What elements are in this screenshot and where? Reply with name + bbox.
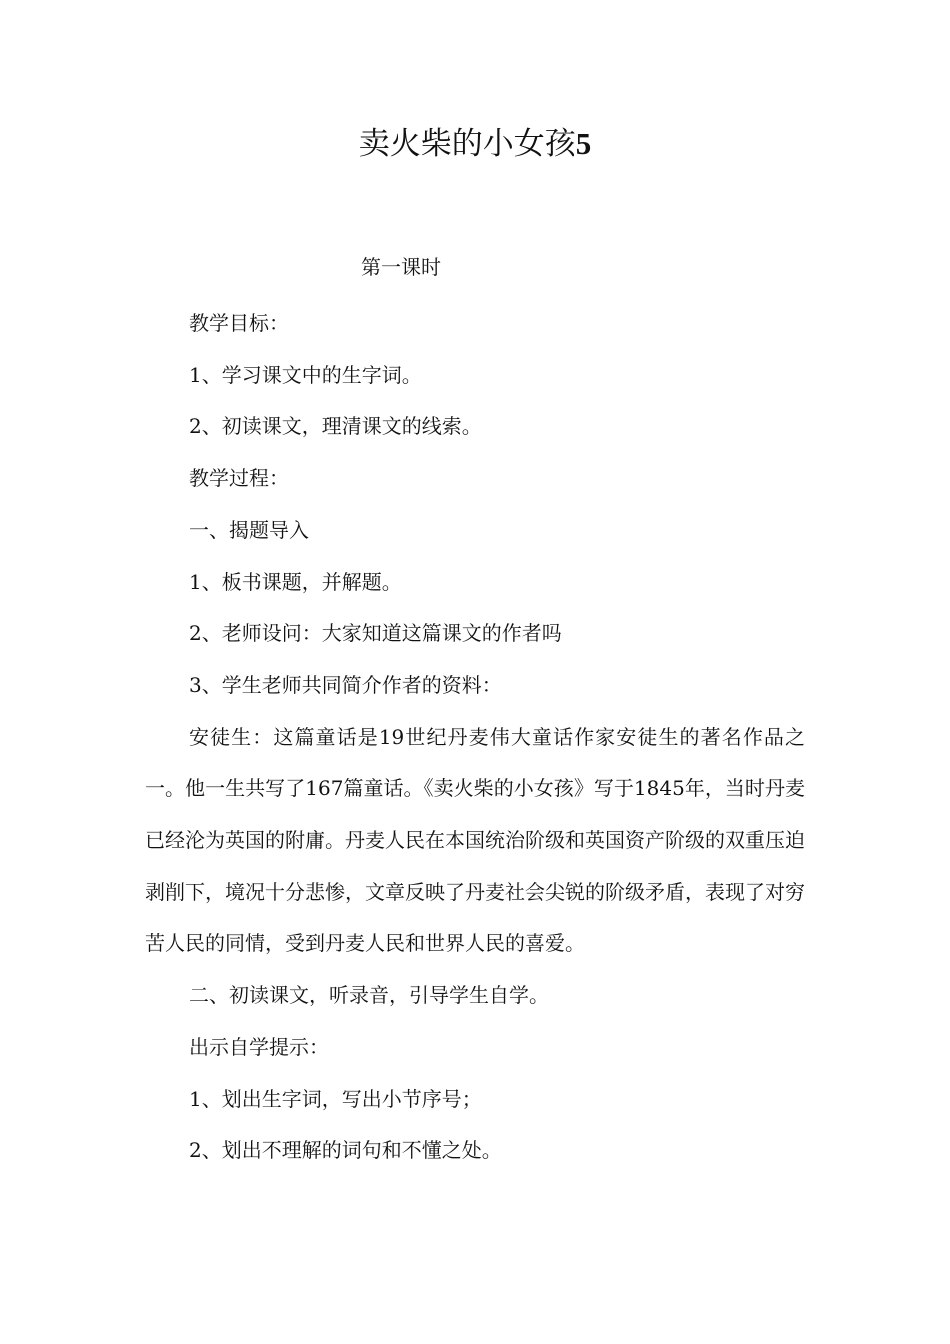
paragraph-prompt-1: 1、划出生字词，写出小节序号； — [189, 1086, 482, 1111]
paragraph-teaching-goals: 教学目标： — [189, 311, 289, 335]
paragraph-section-1: 一、揭题导入 — [189, 517, 309, 542]
paragraph-self-study-prompt: 出示自学提示： — [189, 1034, 329, 1059]
document-title — [0, 122, 950, 166]
paragraph-section-2: 二、初读课文，听录音，引导学生自学。 — [189, 983, 549, 1008]
paragraph-goal-2: 2、初读课文，理清课文的线索。 — [189, 414, 482, 439]
title-text: 卖火柴的小女孩 — [358, 126, 576, 162]
document-body — [145, 298, 805, 1177]
paragraph-step-3: 3、学生老师共同简介作者的资料： — [189, 672, 502, 697]
lesson-subtitle: 第一课时 — [361, 255, 441, 279]
paragraph-prompt-2: 2、划出不理解的词句和不懂之处。 — [189, 1138, 502, 1163]
paragraph-author-intro: 安徒生：这篇童话是19世纪丹麦伟大童话作家安徒生的著名作品之一。他一生共写了167篇童话。《卖火柴的小女孩》写于1845年，当时丹麦已经沦为英国的附庸。丹麦人民在本国统治阶级和英国资产阶级的双重压迫剥削下，境况十分悲惨，文章反映了丹麦社会尖锐的阶级矛盾，表现了对穷苦人民的同情，受到丹麦人民和世界人民的喜爱。 — [145, 724, 805, 956]
paragraph-step-1: 1、板书课题，并解题。 — [189, 569, 402, 594]
paragraph-step-2: 2、老师设问：大家知道这篇课文的作者吗 — [189, 621, 562, 646]
paragraph-teaching-process: 教学过程： — [189, 466, 289, 491]
title-number: 5 — [575, 126, 592, 161]
paragraph-goal-1: 1、学习课文中的生字词。 — [189, 362, 422, 387]
